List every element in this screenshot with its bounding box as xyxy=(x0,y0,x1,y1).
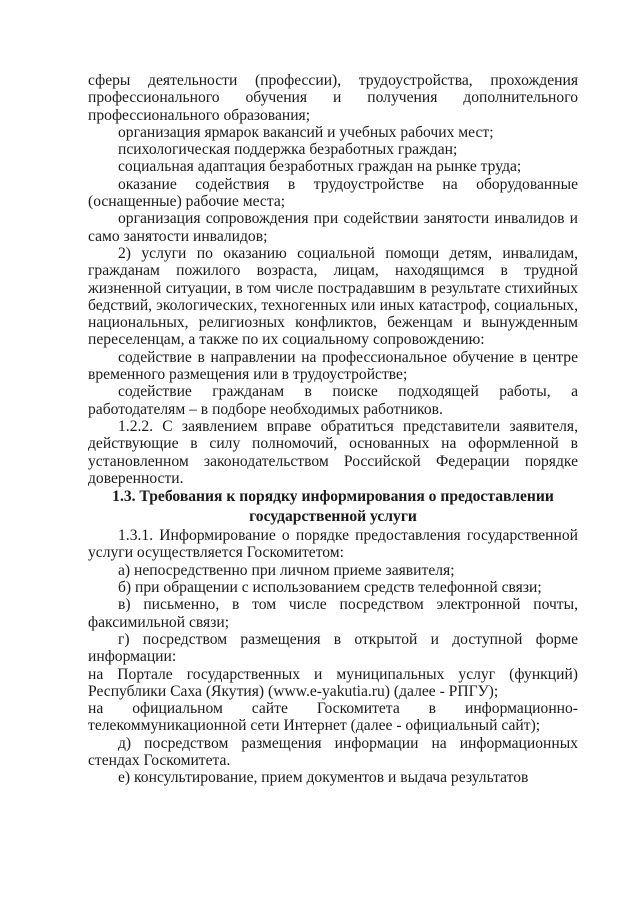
section-heading-line2: государственной услуги xyxy=(249,508,417,526)
paragraph: в) письменно, в том числе посредством электронной почты, факсимильной связи; xyxy=(88,596,578,631)
paragraph: организация сопровождения при содействии занятости инвалидов и само занятости инвалидов; xyxy=(88,210,578,245)
paragraph: е) консультирование, прием документов и выдача результатов xyxy=(118,769,529,787)
section-heading-line1: 1.3. Требования к порядку информирования о предоставлении xyxy=(112,488,554,506)
paragraph: г) посредством размещения в открытой и доступной форме информации: xyxy=(88,630,578,666)
paragraph: содействие гражданам в поиске подходящей работы, а работодателям – в подборе необходимых работников. xyxy=(88,383,578,418)
paragraph: оказание содействия в трудоустройстве на оборудованные (оснащенные) рабочие места; xyxy=(88,175,578,211)
paragraphs-bottom xyxy=(88,527,578,786)
paragraph: а) непосредственно при личном приеме заявителя; xyxy=(118,561,455,579)
paragraph: на официальном сайте Госкомитета в информационно-телекоммуникационной сети Интернет (далее - официальный сайт); xyxy=(88,700,578,735)
paragraph: б) при обращении с использованием средств телефонной связи; xyxy=(118,579,542,597)
paragraph: 1.3.1. Информирование о порядке предоставления государственной услуги осуществляется Госкомитетом: xyxy=(88,527,578,562)
section-heading xyxy=(88,487,578,527)
paragraphs-top xyxy=(88,72,578,487)
paragraph: 1.2.2. С заявлением вправе обратиться представители заявителя, действующие в силу полномочий, основанных на оформленной в установленном законодательством Российской Федерации порядке доверенности. xyxy=(88,417,578,487)
paragraph: 2) услуги по оказанию социальной помощи детям, инвалидам, гражданам пожилого возраста, лицам, находящимся в трудной жизненной ситуации, в том числе пострадавшим в результате стихийных бедствий, экологических, техногенных или иных катастроф, социальных, национальных, религиозных конфликтов, беженцам и вынужденным переселенцам, а также по их социальному сопровождению: xyxy=(88,244,578,349)
paragraph: психологическая поддержка безработных граждан; xyxy=(118,141,458,159)
paragraph: организация ярмарок вакансий и учебных рабочих мест; xyxy=(118,123,494,141)
paragraph: социальная адаптация безработных граждан на рынке труда; xyxy=(118,158,522,176)
paragraph: содействие в направлении на профессиональное обучение в центре временного размещения или в трудоустройстве; xyxy=(88,348,578,384)
paragraph: сферы деятельности (профессии), трудоустройства, прохождения профессионального обучения и получения дополнительного профессионального образования; xyxy=(88,72,578,124)
paragraph: д) посредством размещения информации на информационных стендах Госкомитета. xyxy=(88,734,578,769)
paragraph: на Портале государственных и муниципальных услуг (функций) Республики Саха (Якутия) (www.e-yakutia.ru) (далее - РПГУ); xyxy=(88,665,578,700)
document-body xyxy=(88,72,578,787)
